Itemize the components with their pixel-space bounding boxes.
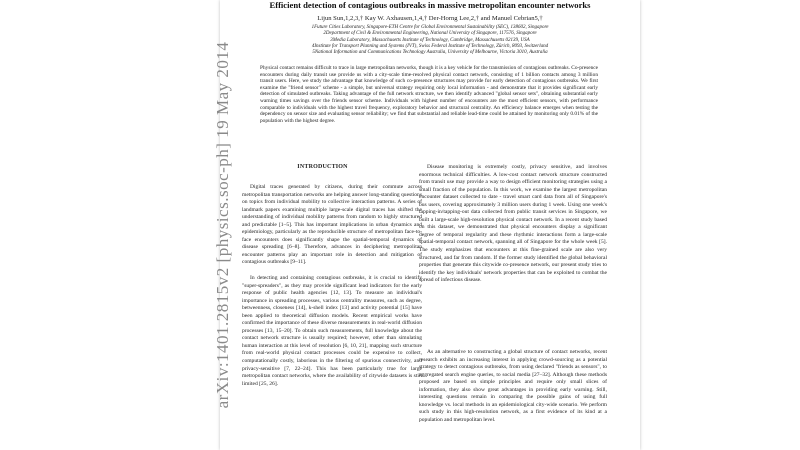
pdf-page[interactable] <box>220 0 640 450</box>
paragraph: In detecting and containing contagious outbreaks, it is crucial to identify "super-spreaders", as they may provide significant lead indicators for the early response of public health agencies [12, 13]. To measure an individual's importance in spreading processes, various centrality measures, such as degree, betweenness, closeness [14], k-shell index [13] and activity potential [15] have been applied to theoretical diffusion models. Recent empirical works have confirmed the importance of these diverse measurements in real-world diffusion processes [13, 15–20]. To obtain such measurements, full knowledge about the contact network structure is usually required; however, other than simulating human interaction at this level of resolution [6, 10, 21], mapping such structure from real-world physical contact processes could be expensive to collect, computationally costly, laborious in the filtering of spurious connectivity, and privacy-sensitive [7, 22–24]. This has been particularly true for large metropolitan contact networks, where the availability of citywide datasets is still limited [25, 26]. <box>242 275 422 387</box>
left-column <box>242 184 422 388</box>
section-heading-introduction: INTRODUCTION <box>297 164 348 170</box>
paragraph: Disease monitoring is extremely costly, privacy sensitive, and involves enormous technical difficulties. A low-cost contact network structure constructed from transit use may provide a way to design efficient monitoring strategies using a small fraction of the population. In this work, we examine the largest metropolitan encounter dataset collected to date - travel smart card data from all of Singapore's bus users, covering approximately 3 million users during 1 week. Using one week's tapping-in/tapping-out data collected from public transit services in Singapore, we built a large-scale high-resolution physical contact network. In a recent study based on this dataset, we demonstrated that physical encounters display a significant degree of temporal regularity and these rhythmic interactions form a large-scale spatial-temporal contact network, spanning all of Singapore for the whole week [5]. The study emphasizes that encounters at this fine-grained scale are also very structured, and far from random. If the former study identified the global behavioral properties that generate this citywide co-presence network, our present study tries to identify the key individuals' network properties that can be exploited to combat the spread of infectious disease. <box>419 164 607 284</box>
paragraph: Digital traces generated by citizens, during their commute across metropolitan transportation networks are helping answer long-standing questions on topics from individual mobility to collective interaction patterns. A series of landmark papers examining multiple large-scale digital traces has shifted the understanding of individual mobility patterns from random to highly structured and predictable [1–5]. This has important implications in urban dynamics and epidemiology, particularly as the reproducible structure of metropolitan face-to-face encounters does significantly shape the spatial-temporal dynamics of disease spreading [6–8]. Therefore, advances in deciphering metropolitan encounter patterns play an important role in detection and mitigation of contagious outbreaks [9–11]. <box>242 184 422 266</box>
paragraph: As an alternative to constructing a global structure of contact networks, recent research exhibits an increasing interest in applying crowd-sourcing as a potential strategy to detect contagious outbreaks, from using declared "friends as sensors", to aggregated search engine queries, to social media [27–32]. Although these methods proposed are based on simple principles and require only small slices of information, they also show great advantages in providing early warning. Still, interesting questions remain in comparing the possible gains of using full knowledge vs. local methods in an epidemiological city-wide scenario. We perform such study in this high-resolution network, as a first evidence of its kind at a population and metropolitan level. <box>419 349 607 423</box>
abstract: Physical contact remains difficult to trace in large metropolitan networks, though it is a key vehicle for the transmission of contagious outbreaks. Co-presence encounters during daily transit use provide us with a city-scale time-resolved physical contact network, consisting of 1 billion contacts among 3 million transit users. Here, we study the advantage that knowledge of such co-presence structures may provide for early detection of contagious outbreaks. We first examine the "friend sensor" scheme - a simple, but universal strategy requiring only local information - and demonstrate that it provides significant early detection of simulated outbreaks. Taking advantage of the full network structure, we then identify advanced "global sensor sets", obtaining substantial early warning times savings over the friends sensor scheme. Individuals with highest number of encounters are the most efficient sensors, with performance comparable to individuals with the highest travel frequency, exploratory behavior and structural centrality. An efficiency balance emerges when testing the dependency on sensor size and evaluating sensor reliability; we find that substantial and reliable lead-time could be attained by monitoring only 0.01% of the population with the highest degree. <box>260 65 598 124</box>
affiliation: 2Department of Civil & Environmental Engineering, National University of Singapore, 117576, Singapore <box>323 31 537 37</box>
arxiv-identifier-stamp <box>208 0 238 450</box>
affiliation: 1Future Cities Laboratory, Singapore-ETH Centre for Global Environmental Sustainability (SEC), 138602, Singapore <box>311 25 549 30</box>
affiliation: 3Media Laboratory, Massachusetts Institute of Technology, Cambridge, Massachusetts 02139, USA <box>330 37 530 43</box>
affiliations <box>220 25 640 56</box>
affiliation: 4Institute for Transport Planning and Systems (IVT), Swiss Federal Institute of Technology, Zürich, 8093, Switzerland <box>311 43 549 49</box>
paper-title: Efficient detection of contagious outbreaks in massive metropolitan encounter networks <box>269 0 591 10</box>
paper-authors: Lijun Sun,1,2,3,† Kay W. Axhausen,1,4,† Der-Horng Lee,2,† and Manuel Cebrian5,† <box>317 15 543 22</box>
affiliation: 5National Information and Communications Technology Australia, University of Melbourne, Victoria 3010, Australia <box>312 50 548 56</box>
right-column <box>419 164 607 285</box>
arxiv-identifier-text: arXiv:1401.2815v2 [physics.soc-ph] 19 May 2014 <box>213 41 232 409</box>
